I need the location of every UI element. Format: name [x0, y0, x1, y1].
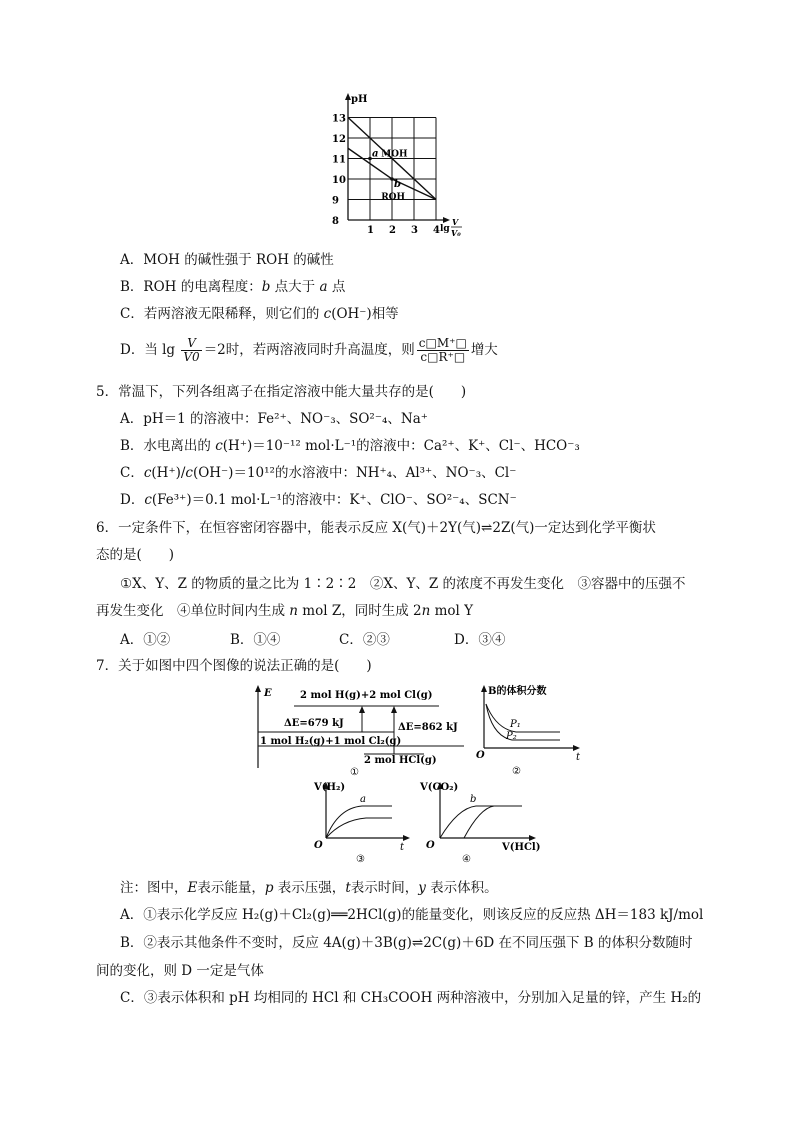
q4-c-var: c [323, 306, 332, 322]
q5-b-var: c [215, 438, 223, 454]
energy-top-level-label: 2 mol H(g)+2 mol Cl(g) [300, 690, 433, 701]
q4-d-mid: ＝2时，若两溶液同时升高温度，则 [203, 342, 415, 358]
co2-curve-b [440, 806, 522, 838]
q4-c-pre: C．若两溶液无限稀释，则它们的 [120, 306, 324, 322]
q4-d-post: 增大 [470, 342, 498, 358]
q6-option-c: C．②③ [339, 632, 390, 648]
q5-c-pre: C． [120, 465, 144, 481]
q5-c-post: (OH⁻)＝10¹²的水溶液中：NH⁺₄、Al³⁺、NO⁻₃、Cl⁻ [192, 465, 517, 481]
q5-option-b [0, 436, 580, 456]
chart-labels [332, 94, 462, 238]
q4-d-frac-num: V [181, 337, 201, 351]
q4-c-post: (OH⁻)相等 [331, 306, 399, 322]
x-tick-label: 4 [433, 225, 440, 236]
h2-t-label: t [400, 842, 405, 853]
energy-products-label: 2 mol HCl(g) [364, 755, 437, 766]
q5-c-var2: c [185, 465, 193, 481]
q6-cond2-mid: mol Z，同时生成 2 [298, 603, 422, 619]
co2-graph-number: ④ [462, 854, 471, 864]
q5-option-c [0, 463, 516, 483]
y-axis-label: pH [351, 94, 368, 105]
q7-option-a: A．①表示化学反应 H₂(g)＋Cl₂(g)══2HCl(g)的能量变化，则该反应的反应热 ΔH＝183 kJ/mol [120, 907, 704, 923]
q7-note [0, 878, 498, 898]
y-tick-label: 11 [332, 154, 346, 166]
vf-p1-label: P₁ [510, 719, 521, 730]
q5-c-var1: c [143, 465, 152, 481]
co2-x-label: V(HCl) [502, 842, 541, 853]
vf-graph-number: ② [512, 766, 521, 776]
q6-cond2-post: mol Y [430, 603, 474, 619]
q4-d-fraction [181, 337, 201, 364]
hydrogen-volume-graph [312, 778, 416, 864]
volume-fraction-graph [476, 684, 586, 776]
q4-option-a: A．MOH 的碱性强于 ROH 的碱性 [120, 252, 334, 268]
chart-grid [348, 118, 436, 221]
vf-title: B的体积分数 [488, 686, 547, 697]
q6-cond2-pre: 再发生变化 ④单位时间内生成 [96, 603, 290, 619]
energy-axis-label: E [264, 688, 272, 699]
q4-d-fraction2 [417, 337, 469, 364]
q5-d-post: (Fe³⁺)＝0.1 mol·L⁻¹的溶液中：K⁺、ClO⁻、SO²⁻₄、SCN⁻ [151, 492, 517, 508]
note-e: E [187, 880, 198, 896]
note-4: 表示体积。 [425, 880, 498, 896]
note-y: y [418, 880, 426, 896]
q4-b-var-b: b [261, 279, 271, 295]
q7-option-b-line2: 间的变化，则 D 一定是气体 [96, 963, 264, 979]
q4-b-var-a: a [319, 279, 328, 295]
q4-b-pre: B．ROH 的电离程度： [120, 279, 262, 295]
energy-arrow-right-head [391, 706, 397, 713]
y-tick-label: 8 [332, 216, 339, 227]
q5-d-pre: D． [120, 492, 145, 508]
energy-arrow-left-head [359, 706, 365, 713]
y-tick-label: 10 [332, 175, 346, 186]
q5-option-a: A．pH＝1 的溶液中：Fe²⁺、NO⁻₃、SO²⁻₄、Na⁺ [120, 411, 428, 427]
q6-cond2-n2: n [421, 603, 431, 619]
ph-dilution-chart [326, 92, 506, 240]
energy-graph-number: ① [350, 767, 359, 776]
energy-diagram [254, 684, 476, 776]
point-label-a: a [372, 148, 379, 160]
vf-x-arrow [573, 745, 580, 751]
q6-option-d: D．③④ [454, 632, 506, 648]
q6-options [120, 628, 540, 648]
q5-option-d [0, 490, 517, 510]
y-tick-label: 12 [332, 134, 346, 145]
q4-option-d [0, 336, 498, 364]
q4-b-post: 点 [327, 279, 346, 295]
point-label-b: b [394, 179, 401, 190]
co2-volume-graph [418, 778, 548, 864]
q6-stem-line1: 6．一定条件下，在恒容密闭容器中，能表示反应 X(气)＋2Y(气)⇌2Z(气)一定达到化学平衡状 [96, 520, 656, 536]
energy-left-delta: ΔE=679 kJ [284, 718, 344, 729]
h2-y-label: V(H₂) [314, 782, 346, 793]
co2-curve-b-label: b [470, 794, 477, 805]
series-label-roh: ROH [381, 192, 406, 203]
x-axis-label: lg [440, 224, 450, 234]
h2-curve-a-label: a [360, 794, 366, 805]
y-tick-label: 13 [332, 113, 346, 125]
q5-b-post: (H⁺)＝10⁻¹² mol·L⁻¹的溶液中：Ca²⁺、K⁺、Cl⁻、HCO⁻₃ [222, 438, 580, 454]
q4-d-pre: D．当 lg [120, 342, 180, 358]
energy-reactants-label: 1 mol H₂(g)+1 mol Cl₂(g) [260, 736, 402, 747]
energy-axis-arrow [255, 685, 261, 692]
co2-origin: O [426, 840, 435, 851]
q4-d-frac2-den: c□R⁺□ [420, 350, 466, 364]
h2-graph-number: ③ [356, 854, 365, 864]
q4-option-c [0, 304, 399, 324]
q6-stem-line2: 态的是( ) [96, 547, 175, 563]
q5-stem: 5．常温下，下列各组离子在指定溶液中能大量共存的是( ) [96, 384, 467, 400]
q6-cond2-n: n [289, 603, 298, 619]
q6-option-a: A．①② [120, 632, 171, 648]
q5-c-mid: (H⁺)/ [151, 465, 186, 481]
h2-curve-a [326, 806, 392, 838]
vf-origin: O [476, 750, 485, 761]
note-1: 表示能量， [197, 880, 265, 896]
y-tick-label: 9 [332, 195, 339, 207]
q4-d-frac-den: V0 [183, 350, 200, 364]
note-2: 表示压强， [273, 880, 346, 896]
h2-origin: O [314, 840, 323, 851]
co2-x-arrow [529, 835, 536, 841]
series-label-moh: MOH [381, 149, 408, 160]
x-tick-label: 2 [389, 225, 396, 236]
vf-t-label: t [576, 752, 581, 763]
q7-option-b-line1: B．②表示其他条件不变时，反应 4A(g)＋3B(g)⇌2C(g)＋6D 在不同压强下 B 的体积分数随时 [120, 935, 693, 951]
x-axis-label-den: V₀ [451, 228, 461, 238]
q7-stem: 7．关于如图中四个图像的说法正确的是( ) [96, 658, 372, 674]
q4-b-mid: 点大于 [270, 279, 320, 295]
q5-d-var: c [144, 492, 152, 508]
energy-right-delta: ΔE=862 kJ [398, 722, 458, 733]
note-3: 表示时间， [350, 880, 419, 896]
x-tick-label: 3 [411, 225, 418, 236]
note-pre: 注：图中， [120, 880, 188, 896]
co2-y-label: V(CO₂) [420, 782, 459, 793]
h2-x-arrow [403, 835, 410, 841]
x-axis-label-num: V [452, 217, 459, 227]
co2-curve-2 [464, 806, 522, 838]
note-t: t [345, 880, 351, 896]
q5-b-pre: B．水电离出的 [120, 438, 216, 454]
q6-conditions-line2 [0, 601, 473, 621]
vf-y-arrow [481, 685, 487, 692]
x-tick-label: 1 [367, 225, 374, 236]
note-p: p [264, 880, 274, 896]
vf-p2-label: P₂ [506, 731, 517, 742]
q4-d-frac2-num: c□M⁺□ [418, 336, 467, 350]
x-axis-arrow [443, 217, 450, 223]
q7-option-c: C．③表示体积和 pH 均相同的 HCl 和 CH₃COOH 两种溶液中，分别加入足量的锌，产生 H₂的 [120, 990, 702, 1006]
q6-option-b: B．①④ [230, 632, 281, 648]
vf-curve-p1 [486, 704, 560, 732]
q6-conditions-line1: ①X、Y、Z 的物质的量之比为 1∶2∶2 ②X、Y、Z 的浓度不再发生变化 ③容器中的压强不 [120, 576, 686, 592]
q4-option-b [0, 277, 345, 297]
